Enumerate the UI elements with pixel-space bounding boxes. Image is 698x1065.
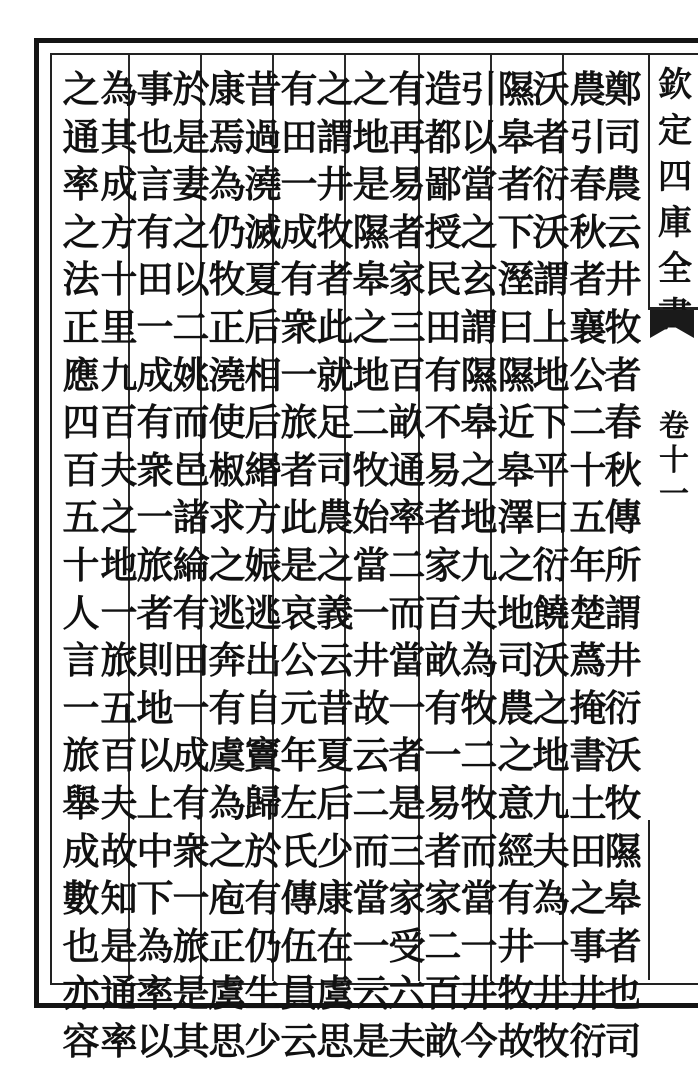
text-column-10: 有田一成有衆一旅者此是哀公元年左氏傳伍員云 bbox=[280, 67, 318, 1063]
text-column-14: 事也言有田一成有衆一旅者則地以上中下為率以 bbox=[136, 67, 174, 1063]
text-column-9: 之謂井牧者此就足司農之義云昔夏后少康在虞思 bbox=[316, 67, 354, 1063]
text-column-13: 於是妻之以二姚而邑諸綸有田一成有衆一旅是其 bbox=[172, 67, 210, 1063]
text-column-1: 鄭司農云井牧者春秋傳所謂井衍沃牧隰皋者也司 bbox=[604, 67, 642, 1063]
chapter-label: 卷十一 bbox=[659, 409, 689, 512]
text-column-12: 康焉為仍牧正澆使椒求之逃奔有虞為之庖正虞思 bbox=[208, 67, 246, 1063]
text-column-15: 為其成方十里九百夫之地一旅五百夫故知是通率 bbox=[100, 67, 138, 1063]
text-column-3: 沃者衍沃謂上地下平曰衍饒沃之地九夫為一井牧 bbox=[532, 67, 570, 1063]
text-column-2: 農引春秋者襄公二十五年楚蔿掩書土田之事井衍 bbox=[569, 67, 607, 1063]
text-column-4: 隰皋者下溼曰隰近皋澤之地司農之意經有井牧故 bbox=[497, 67, 535, 1063]
text-column-6: 造都鄙授民田有不易者家百畝有一易者家二百畝 bbox=[424, 67, 462, 1063]
text-column-8: 之地是隰皋之地二牧始當一井故云二而當一云是 bbox=[352, 67, 390, 1063]
text-column-7: 有再易者家三百畝通率二而當一者是三家受六夫 bbox=[388, 67, 426, 1063]
text-column-5: 引以當之玄謂隰皋之地九夫為牧二牧而當一井今 bbox=[460, 67, 498, 1063]
text-column-16: 之通率之法正應四百五十人言一旅舉成數也亦容 bbox=[62, 67, 100, 1063]
book-title: 欽定四庫全 bbox=[658, 65, 692, 289]
right-rule bbox=[648, 820, 650, 980]
text-column-11: 昔過澆滅夏后相后緡方娠逃出自竇歸於有仍生少 bbox=[244, 67, 282, 1063]
